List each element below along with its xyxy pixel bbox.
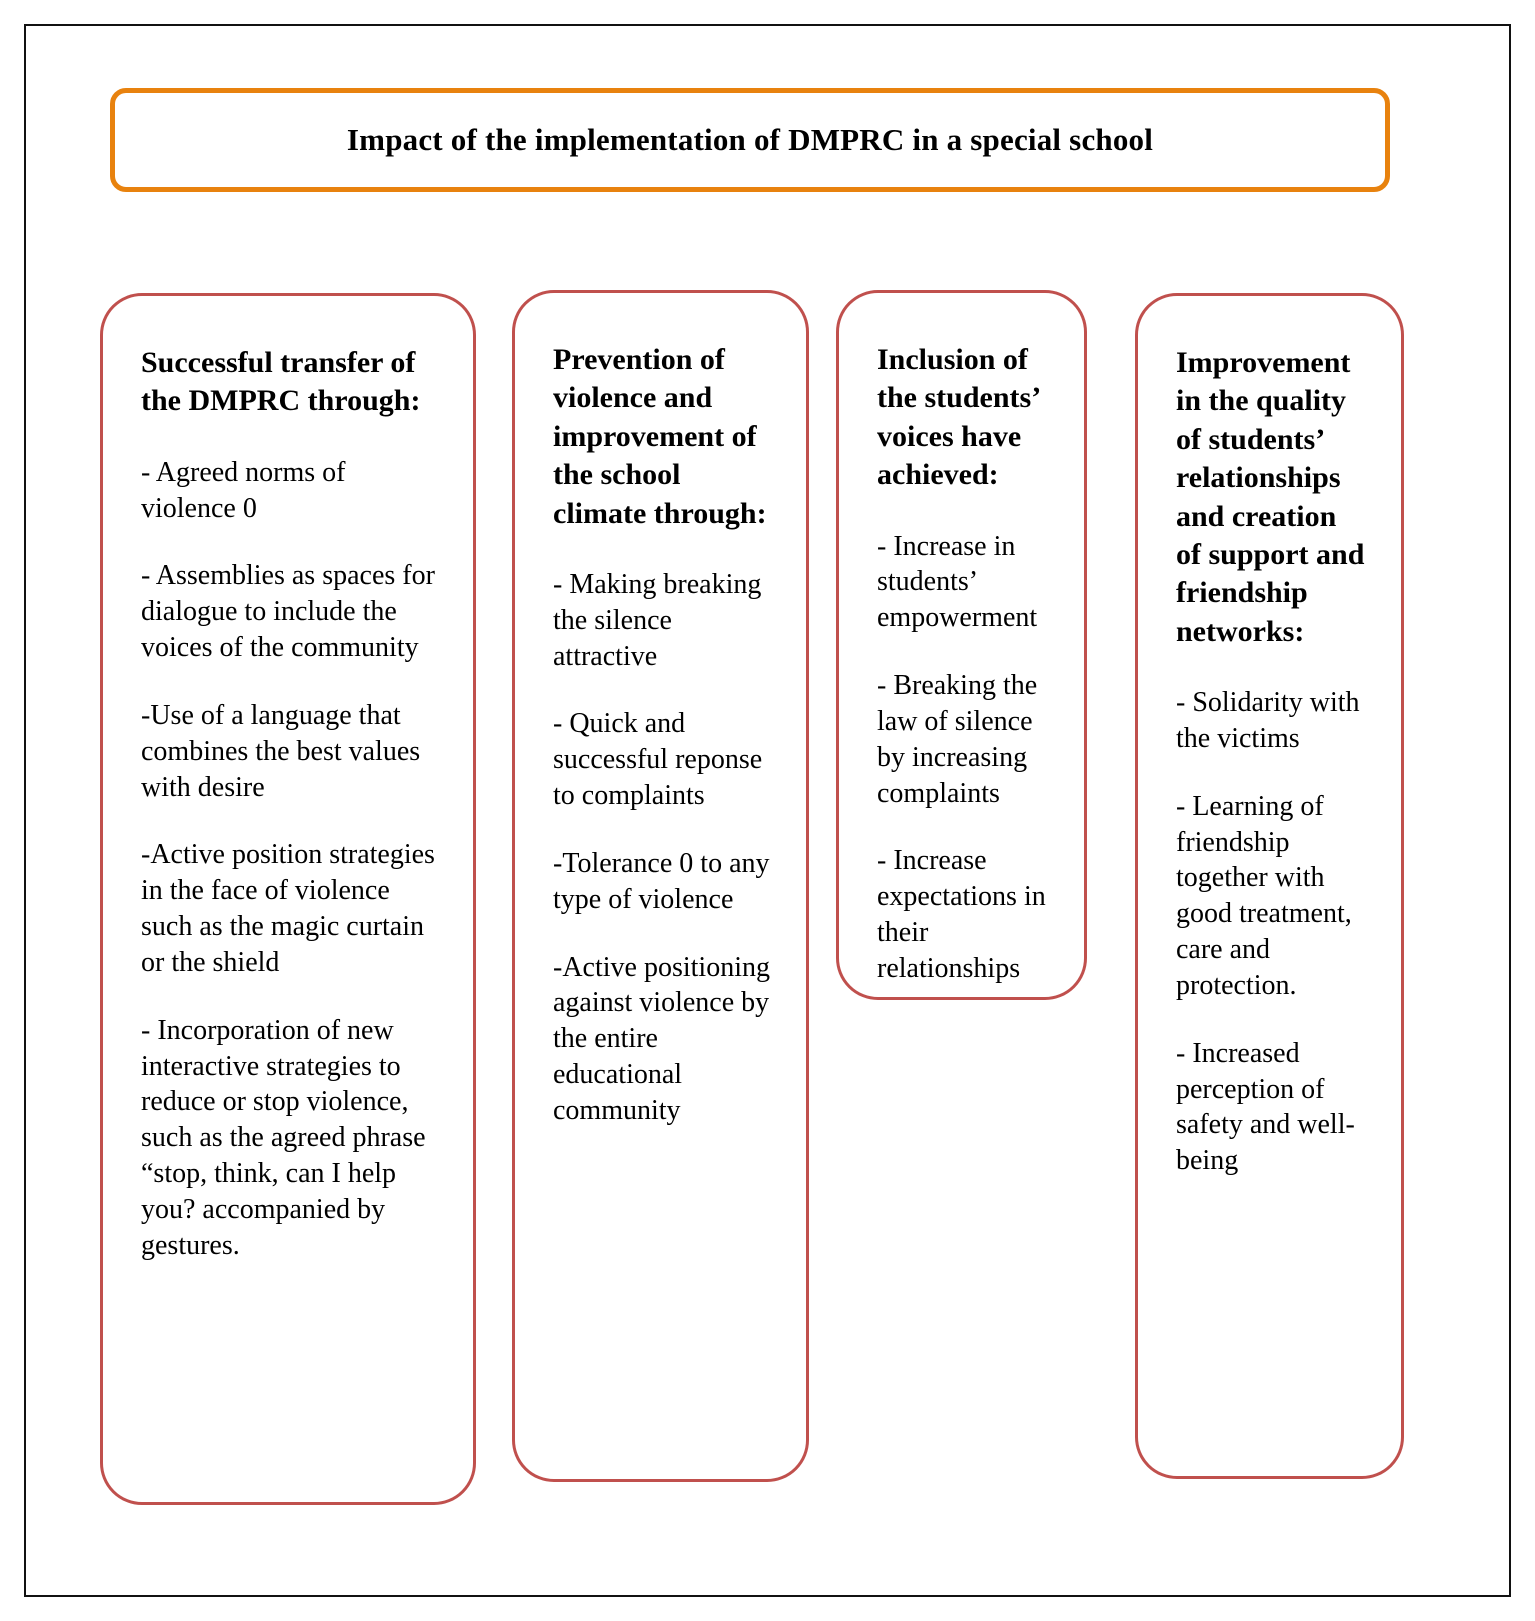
column-heading: Prevention of violence and improvement of the school climate through:	[553, 343, 767, 530]
title-box	[110, 88, 1390, 192]
column-item: - Quick and successful reponse to complaints	[553, 708, 763, 812]
column-item: -Use of a language that combines the best values with desire	[141, 699, 421, 803]
column-item: - Solidarity with the victims	[1176, 687, 1360, 754]
column-item: -Tolerance 0 to any type of violence	[553, 847, 770, 915]
column-item: -Active positioning against violence by the entire educational community	[553, 951, 770, 1126]
figure-title: Impact of the implementation of DMPRC in a special school	[346, 122, 1154, 157]
column-item: - Breaking the law of silence by increasing complaints	[877, 670, 1038, 809]
column-heading: Successful transfer of the DMPRC through:	[141, 346, 421, 418]
column-item: - Increased perception of safety and well-being	[1176, 1037, 1355, 1177]
column-item: -Active position strategies in the face of violence such as the magic curtain or the shield	[141, 839, 435, 978]
column-item: - Increase expectations in their relationships	[877, 845, 1046, 984]
column-improvement-relationships	[1135, 293, 1404, 1479]
column-item: - Assemblies as spaces for dialogue to include the voices of the community	[141, 560, 435, 664]
column-heading: Inclusion of the students’ voices have achieved:	[877, 343, 1039, 492]
column-inclusion-voices	[836, 290, 1087, 1000]
column-heading: Improvement in the quality of students’ relationships and creation of support and friendship networks:	[1176, 346, 1365, 648]
column-item: - Making breaking the silence attractive	[553, 568, 762, 672]
column-successful-transfer	[100, 293, 476, 1505]
column-prevention-violence	[512, 290, 809, 1482]
column-item: - Learning of friendship together with good treatment, care and protection.	[1176, 790, 1352, 1001]
column-item: - Incorporation of new interactive strategies to reduce or stop violence, such as the agreed phrase “stop, think, can I help you? accompanied by gestures.	[141, 1014, 426, 1261]
column-item: - Increase in students’ empowerment	[877, 530, 1038, 634]
column-item: - Agreed norms of violence 0	[141, 456, 346, 524]
